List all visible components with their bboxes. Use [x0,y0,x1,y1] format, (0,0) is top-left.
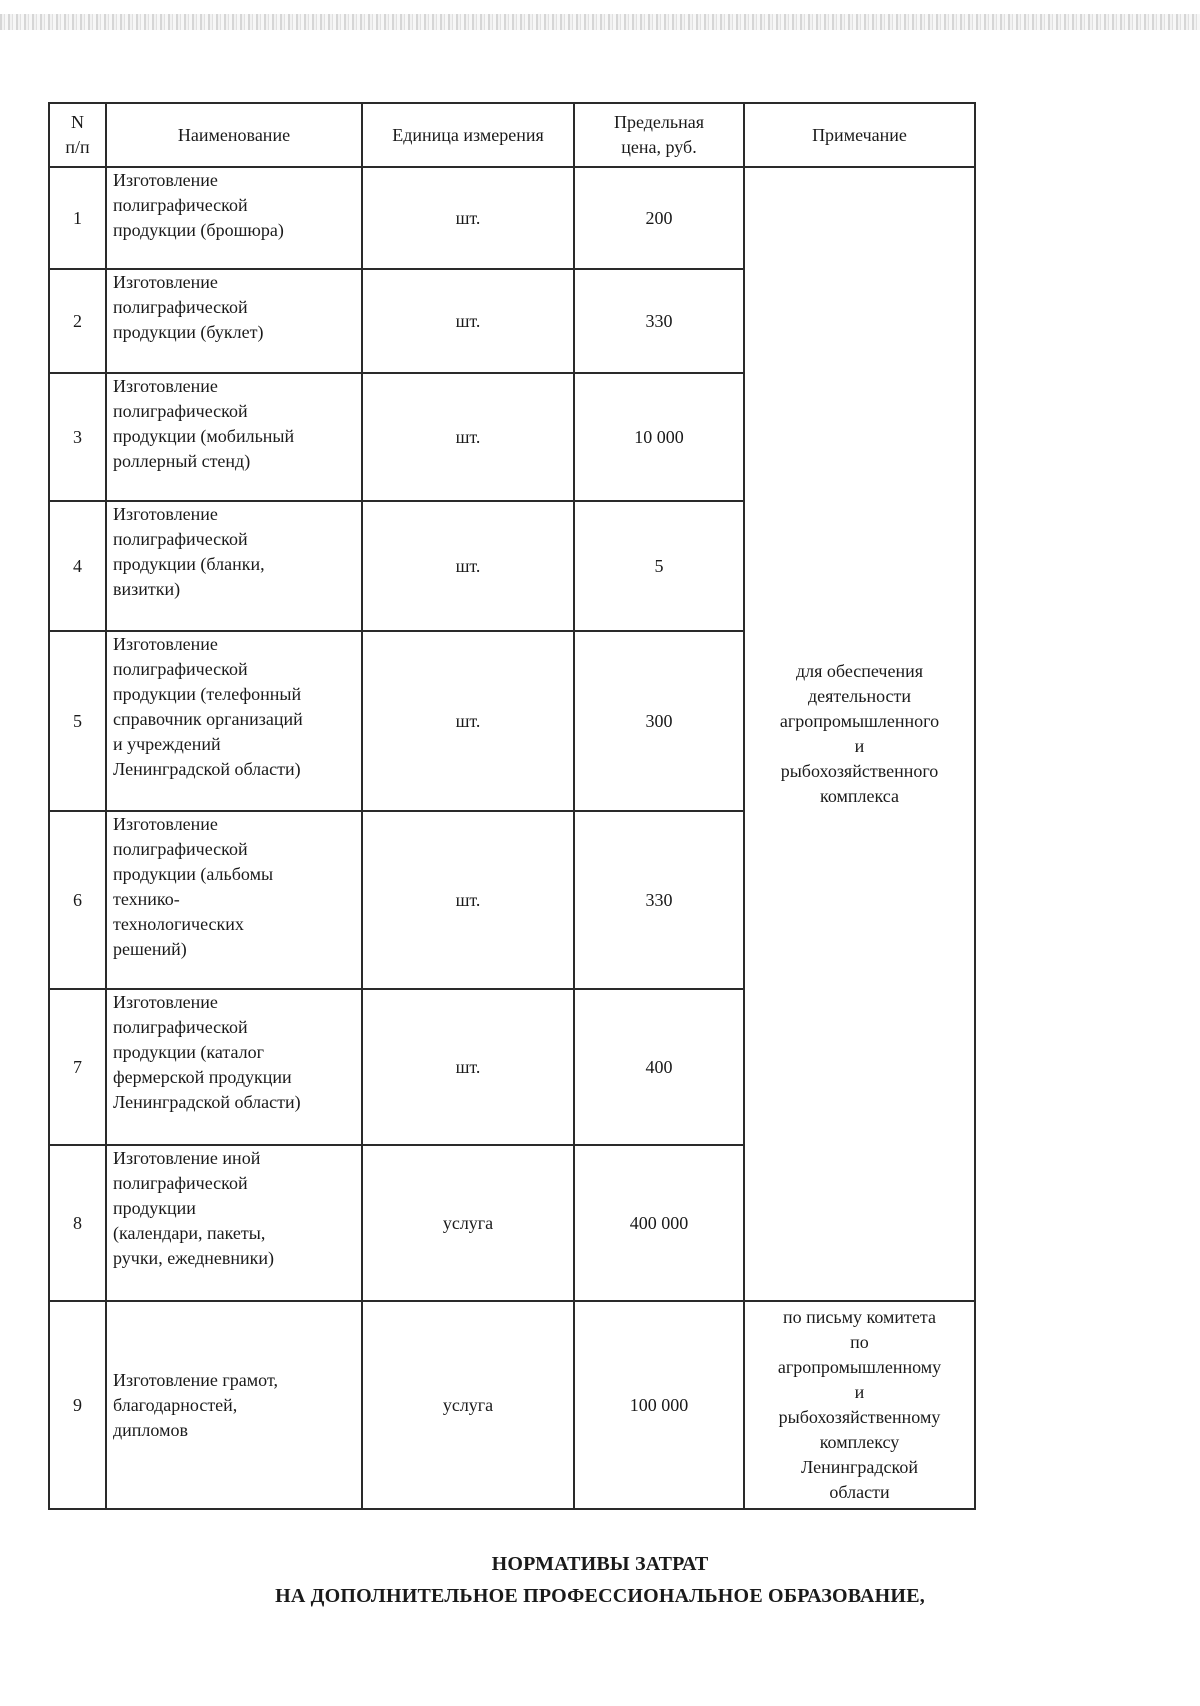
row-number: 1 [49,167,106,269]
section-heading-line2: НА ДОПОЛНИТЕЛЬНОЕ ПРОФЕССИОНАЛЬНОЕ ОБРАЗОВАНИЕ, [275,1585,925,1607]
row-name: Изготовление полиграфической продукции (телефонный справочник организаций и учреждений Ленинградской области) [106,631,362,811]
row-price: 400 [574,989,744,1145]
row-number: 7 [49,989,106,1145]
row-price: 300 [574,631,744,811]
row-name: Изготовление полиграфической продукции (буклет) [106,269,362,373]
row-price: 5 [574,501,744,631]
table-row [49,1301,975,1509]
row-name: Изготовление полиграфической продукции (бланки, визитки) [106,501,362,631]
row-name: Изготовление полиграфической продукции (брошюра) [106,167,362,269]
row-unit: шт. [362,811,574,989]
row-number: 2 [49,269,106,373]
row-name: Изготовление иной полиграфической продукции (календари, пакеты, ручки, ежедневники) [106,1145,362,1301]
header-name: Наименование [106,103,362,167]
note-agro-complex: для обеспечения деятельности агропромышленного и рыбохозяйственного комплекса [744,167,975,1301]
row-name: Изготовление полиграфической продукции (каталог фермерской продукции Ленинградской области) [106,989,362,1145]
row-number: 5 [49,631,106,811]
header-price: Предельная цена, руб. [574,103,744,167]
row-number: 4 [49,501,106,631]
header-unit: Единица измерения [362,103,574,167]
row-name: Изготовление полиграфической продукции (мобильный роллерный стенд) [106,373,362,501]
table-header-row [49,103,975,167]
header-number: N п/п [49,103,106,167]
row-unit: шт. [362,501,574,631]
row-unit: шт. [362,373,574,501]
table-row [49,167,975,269]
row-price: 400 000 [574,1145,744,1301]
row-unit: шт. [362,167,574,269]
row-number: 6 [49,811,106,989]
row-name: Изготовление грамот, благодарностей, дипломов [106,1301,362,1509]
cost-norms-table [48,102,976,1510]
row-price: 10 000 [574,373,744,501]
scan-edge-noise [0,14,1200,30]
row-unit: шт. [362,989,574,1145]
row-unit: шт. [362,631,574,811]
header-note: Примечание [744,103,975,167]
row-price: 330 [574,269,744,373]
row-price: 100 000 [574,1301,744,1509]
section-heading-line1: НОРМАТИВЫ ЗАТРАТ [491,1553,709,1575]
row-price: 330 [574,811,744,989]
note-committee-letter: по письму комитета по агропромышленному и рыбохозяйственному комплексу Ленинградской области [744,1301,975,1509]
row-unit: услуга [362,1301,574,1509]
row-number: 3 [49,373,106,501]
row-number: 9 [49,1301,106,1509]
row-unit: шт. [362,269,574,373]
row-price: 200 [574,167,744,269]
row-unit: услуга [362,1145,574,1301]
row-number: 8 [49,1145,106,1301]
row-name: Изготовление полиграфической продукции (альбомы технико- технологических решений) [106,811,362,989]
